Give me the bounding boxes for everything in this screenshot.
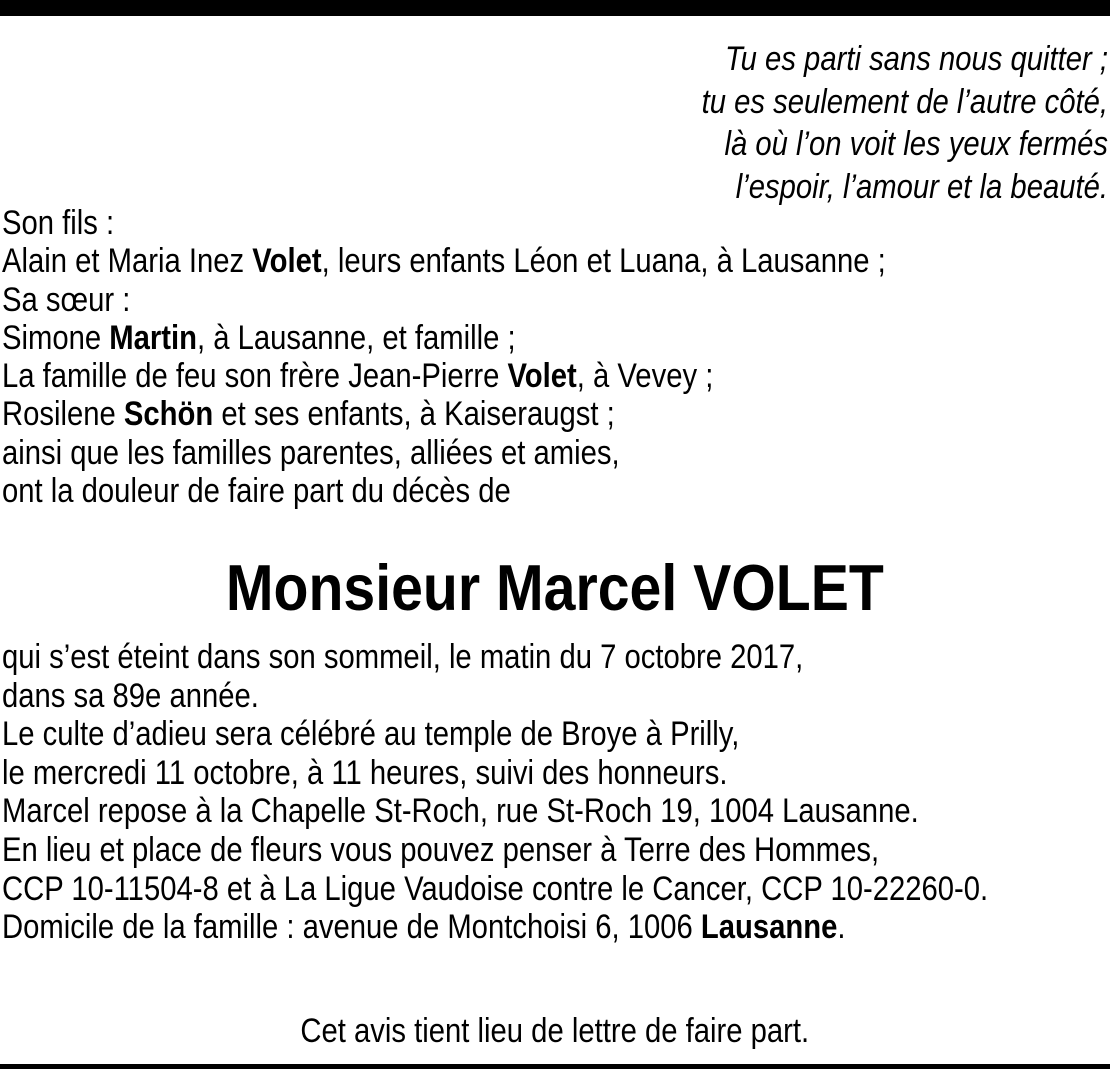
family-line: ainsi que les familles parentes, alliées et amies, (2, 433, 620, 472)
bottom-border-rule (0, 1064, 1110, 1069)
family-line (2, 357, 886, 395)
memorial-poem (506, 38, 1108, 208)
text: La famille de feu son frère Jean-Pierre (2, 357, 508, 396)
poem-line: Tu es parti sans nous quitter ; (724, 40, 1108, 78)
poem-line: tu es seulement de l’autre côté, (701, 82, 1108, 121)
family-line: ont la douleur de faire part du décès de (2, 472, 511, 511)
family-line (2, 242, 886, 280)
surname: Martin (109, 318, 197, 357)
deceased-name: Monsieur Marcel VOLET (226, 551, 884, 624)
poem-line: l’espoir, l’amour et la beauté. (735, 167, 1108, 206)
details-line: dans sa 89e année. (2, 676, 259, 715)
surname: Volet (507, 357, 577, 396)
family-line (2, 395, 886, 433)
details-line: Marcel repose à la Chapelle St-Roch, rue St-Roch 19, 1004 Lausanne. (2, 792, 919, 831)
footer-notice (0, 1010, 1110, 1052)
details-line (2, 908, 988, 947)
family-line: Sa sœur : (2, 280, 131, 319)
details-line: CCP 10-11504-8 et à La Ligue Vaudoise contre le Cancer, CCP 10-22260-0. (2, 869, 989, 908)
details-line: qui s’est éteint dans son sommeil, le matin du 7 octobre 2017, (2, 638, 804, 676)
details-line: le mercredi 11 octobre, à 11 heures, suivi des honneurs. (2, 753, 728, 792)
text: Alain et Maria Inez (2, 242, 253, 281)
text: Simone (2, 318, 110, 357)
deceased-name-heading (0, 548, 1110, 628)
top-border-rule (0, 0, 1110, 16)
family-line (2, 319, 886, 357)
text: Rosilene (2, 395, 124, 434)
text: , leurs enfants Léon et Luana, à Lausanne ; (321, 242, 886, 281)
text: . (837, 908, 846, 947)
city: Lausanne (700, 908, 838, 947)
text: , à Vevey ; (576, 357, 714, 396)
family-announcement (2, 204, 886, 510)
text: et ses enfants, à Kaiseraugst ; (213, 395, 615, 434)
footer-text: Cet avis tient lieu de lettre de faire part. (300, 1012, 810, 1050)
text: Domicile de la famille : avenue de Montchoisi 6, 1006 (2, 908, 701, 947)
details-line: En lieu et place de fleurs vous pouvez penser à Terre des Hommes, (2, 830, 880, 869)
family-line: Son fils : (2, 204, 115, 242)
text: , à Lausanne, et famille ; (196, 318, 516, 357)
funeral-details (2, 638, 988, 947)
poem-line: là où l’on voit les yeux fermés (724, 125, 1108, 163)
surname: Volet (252, 242, 322, 281)
surname: Schön (123, 395, 214, 434)
details-line: Le culte d’adieu sera célébré au temple de Broye à Prilly, (2, 715, 740, 754)
